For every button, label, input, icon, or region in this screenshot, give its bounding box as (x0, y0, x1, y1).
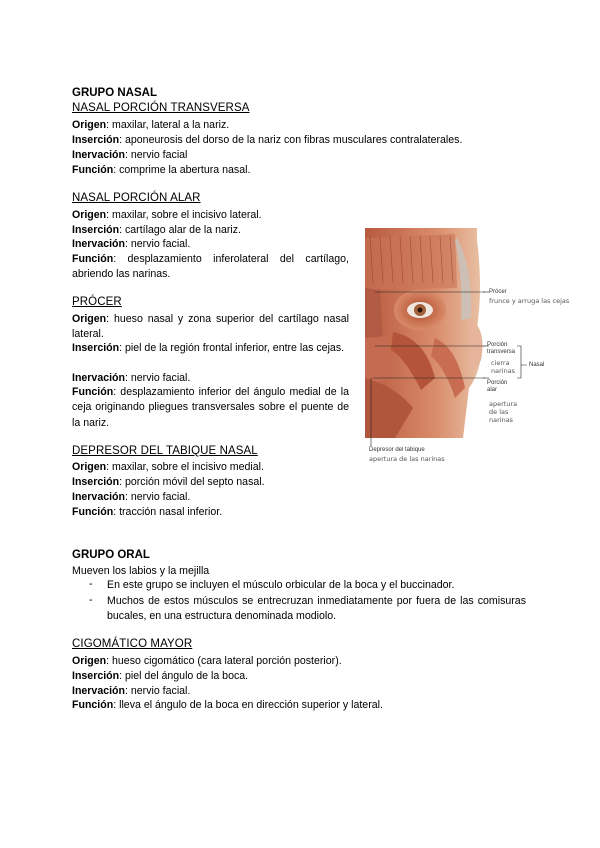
inervacion-text: : nervio facial. (125, 685, 191, 697)
origen-text: : maxilar, sobre el incisivo medial. (106, 461, 264, 473)
inervacion-label: Inervación (72, 491, 125, 503)
insercion-label: Inserción (72, 342, 120, 354)
bullet-marker: - (89, 594, 93, 606)
procer-insercion (72, 341, 349, 356)
depresor-title: DEPRESOR DEL TABIQUE NASAL (72, 445, 258, 457)
alar-origen (72, 208, 262, 223)
cigomatico-title: CIGOMÁTICO MAYOR (72, 638, 193, 650)
transversa-label-2: transversa (487, 349, 516, 355)
inervacion-label: Inervación (72, 238, 125, 250)
origen-label: Origen (72, 313, 107, 325)
funcion-label: Función (72, 386, 114, 398)
oral-group-title: GRUPO ORAL (72, 549, 150, 561)
transversa-insercion (72, 133, 462, 148)
procer-funcion (72, 385, 349, 431)
depresor-note: apertura de las narinas (369, 455, 445, 463)
depresor-inervacion (72, 490, 190, 505)
depresor-label: Depresor del tabique (369, 447, 425, 453)
depresor-funcion (72, 505, 222, 520)
transversa-note-1: cierra (491, 359, 510, 367)
procer-note: frunce y arruga las cejas (489, 297, 570, 305)
alar-insercion (72, 223, 241, 238)
cigomatico-origen (72, 654, 342, 669)
inervacion-label: Inervación (72, 685, 125, 697)
funcion-text: : desplazamiento inferolateral del cartílago, abriendo las narinas. (72, 253, 349, 281)
insercion-text: : aponeurosis del dorso de la nariz con fibras musculares contralaterales. (119, 134, 463, 146)
alar-title: NASAL PORCIÓN ALAR (72, 192, 201, 204)
funcion-label: Función (72, 253, 114, 265)
inervacion-text: : nervio facial. (125, 491, 191, 503)
facial-muscles-figure (365, 228, 595, 468)
transversa-inervacion (72, 148, 187, 163)
alar-inervacion (72, 237, 190, 252)
oral-bullet (0, 594, 600, 626)
funcion-text: : desplazamiento inferior del ángulo medial de la ceja originando pliegues transversales sobre el puente de la nariz. (72, 386, 349, 429)
procer-origen (72, 312, 349, 343)
alar-note-2: de las (489, 408, 509, 416)
transversa-title: NASAL PORCIÓN TRANSVERSA (72, 102, 250, 114)
procer-label: Prócer (489, 289, 507, 295)
nasal-label: Nasal (529, 362, 545, 368)
insercion-text: : piel del ángulo de la boca. (119, 670, 249, 682)
origen-label: Origen (72, 655, 107, 667)
face-muscle-illustration (365, 228, 485, 448)
procer-inervacion (72, 371, 190, 386)
bullet-marker: - (89, 578, 93, 590)
inervacion-text: : nervio facial (125, 149, 188, 161)
insercion-label: Inserción (72, 476, 120, 488)
alar-label-1: Porción (487, 380, 508, 386)
insercion-label: Inserción (72, 670, 120, 682)
bullet-text: En este grupo se incluyen el músculo orbicular de la boca y el buccinador. (107, 579, 455, 591)
nasal-group-title: GRUPO NASAL (72, 87, 157, 99)
insercion-text: : porción móvil del septo nasal. (119, 476, 265, 488)
oral-intro: Mueven los labios y la mejilla (72, 565, 210, 577)
insercion-text: : cartílago alar de la nariz. (119, 224, 241, 236)
insercion-text: : piel de la región frontal inferior, entre las cejas. (119, 342, 345, 354)
inervacion-text: : nervio facial. (125, 238, 191, 250)
alar-note-3: narinas (489, 416, 514, 424)
transversa-funcion (72, 163, 250, 178)
transversa-label-1: Porción (487, 342, 508, 348)
funcion-text: : comprime la abertura nasal. (113, 164, 251, 176)
depresor-origen (72, 460, 264, 475)
alar-funcion (72, 252, 349, 283)
origen-text: : maxilar, lateral a la nariz. (106, 119, 230, 131)
origen-text: : hueso cigomático (cara lateral porción posterior). (106, 655, 342, 667)
oral-bullet (0, 578, 600, 594)
inervacion-label: Inervación (72, 149, 125, 161)
origen-text: : maxilar, sobre el incisivo lateral. (106, 209, 262, 221)
cigomatico-funcion (72, 698, 383, 713)
origen-label: Origen (72, 119, 107, 131)
funcion-label: Función (72, 164, 114, 176)
transversa-note-2: narinas (491, 367, 516, 375)
procer-title: PRÓCER (72, 296, 122, 308)
transversa-origen (72, 118, 229, 133)
funcion-label: Función (72, 699, 114, 711)
depresor-insercion (72, 475, 265, 490)
cigomatico-insercion (72, 669, 248, 684)
bullet-text: Muchos de estos músculos se entrecruzan inmediatamente por fuera de las comisuras bucales, en una estructura denominada modiolo. (107, 595, 526, 623)
inervacion-label: Inervación (72, 372, 125, 384)
origen-label: Origen (72, 209, 107, 221)
origen-label: Origen (72, 461, 107, 473)
funcion-label: Función (72, 506, 114, 518)
inervacion-text: : nervio facial. (125, 372, 191, 384)
insercion-label: Inserción (72, 134, 120, 146)
funcion-text: : tracción nasal inferior. (113, 506, 223, 518)
insercion-label: Inserción (72, 224, 120, 236)
funcion-text: : lleva el ángulo de la boca en dirección superior y lateral. (113, 699, 383, 711)
alar-label-2: alar (487, 387, 498, 393)
origen-text: : hueso nasal y zona superior del cartílago nasal lateral. (72, 313, 349, 341)
cigomatico-inervacion (72, 684, 190, 699)
alar-note-1: apertura (489, 400, 518, 408)
